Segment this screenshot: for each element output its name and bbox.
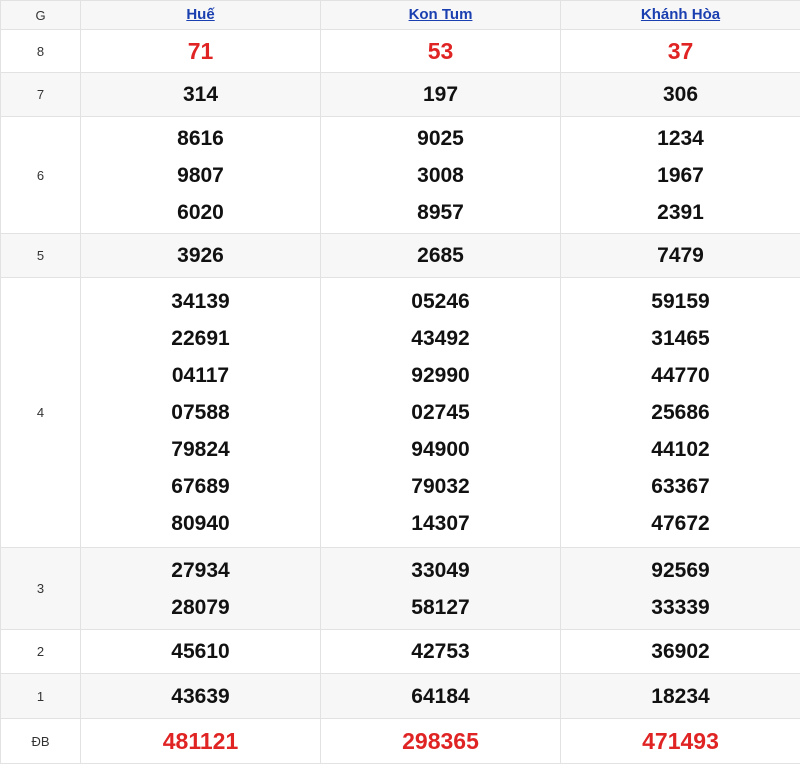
- result-number: 8616: [81, 120, 320, 157]
- result-number: 33049: [321, 552, 560, 589]
- result-number: 07588: [81, 394, 320, 431]
- prize-label: 6: [1, 117, 81, 234]
- prize-label: 7: [1, 73, 81, 117]
- result-number: 67689: [81, 468, 320, 505]
- prize-label: 8: [1, 30, 81, 73]
- result-number: 94900: [321, 431, 560, 468]
- result-number: 43492: [321, 320, 560, 357]
- result-number: 306: [561, 76, 800, 113]
- province-header-khanh-hoa: [561, 1, 800, 30]
- result-number: 79824: [81, 431, 320, 468]
- result-number: 22691: [81, 320, 320, 357]
- result-number: 79032: [321, 468, 560, 505]
- prize-label: 1: [1, 674, 81, 719]
- result-number: 28079: [81, 589, 320, 626]
- prize-row-7: [1, 73, 800, 117]
- result-number: 43639: [81, 678, 320, 715]
- header-row: [1, 1, 800, 30]
- prize-row-3: [1, 548, 800, 630]
- result-cell: [561, 73, 800, 117]
- result-number: 80940: [81, 505, 320, 542]
- result-number: 8957: [321, 194, 560, 231]
- result-number: 42753: [321, 633, 560, 670]
- province-header-kon-tum: [321, 1, 561, 30]
- result-cell: [321, 30, 561, 73]
- result-cell: [561, 234, 800, 278]
- province-link-hue[interactable]: Huế: [186, 6, 214, 23]
- province-link-khanh-hoa[interactable]: Khánh Hòa: [641, 6, 720, 23]
- prize-row-2: [1, 630, 800, 674]
- result-number: 58127: [321, 589, 560, 626]
- prize-label: 3: [1, 548, 81, 630]
- result-number: 3926: [81, 237, 320, 274]
- result-number: 59159: [561, 283, 800, 320]
- prize-label: 5: [1, 234, 81, 278]
- result-number: 1967: [561, 157, 800, 194]
- result-cell: [321, 719, 561, 764]
- result-cell: [321, 278, 561, 548]
- result-number: 63367: [561, 468, 800, 505]
- result-cell: [81, 30, 321, 73]
- result-number: 34139: [81, 283, 320, 320]
- result-number: 2391: [561, 194, 800, 231]
- result-cell: [321, 630, 561, 674]
- prize-row-special: [1, 719, 800, 764]
- result-cell: [321, 234, 561, 278]
- result-number: 33339: [561, 589, 800, 626]
- result-number: 64184: [321, 678, 560, 715]
- result-cell: [321, 674, 561, 719]
- special-prize-number: 481121: [81, 719, 320, 763]
- result-number: 7479: [561, 237, 800, 274]
- result-number: 9807: [81, 157, 320, 194]
- result-cell: [561, 278, 800, 548]
- result-cell: [81, 234, 321, 278]
- result-cell: [81, 73, 321, 117]
- result-number: 47672: [561, 505, 800, 542]
- result-number: 92569: [561, 552, 800, 589]
- result-number: 37: [561, 33, 800, 70]
- result-cell: [81, 719, 321, 764]
- result-cell: [561, 117, 800, 234]
- result-cell: [81, 674, 321, 719]
- result-number: 44770: [561, 357, 800, 394]
- result-number: 05246: [321, 283, 560, 320]
- result-number: 71: [81, 33, 320, 70]
- prize-row-8: [1, 30, 800, 73]
- result-cell: [561, 719, 800, 764]
- result-cell: [561, 630, 800, 674]
- prize-column-header: G: [1, 1, 81, 30]
- prize-row-1: [1, 674, 800, 719]
- result-number: 31465: [561, 320, 800, 357]
- result-number: 45610: [81, 633, 320, 670]
- province-link-kon-tum[interactable]: Kon Tum: [409, 6, 473, 23]
- result-cell: [321, 117, 561, 234]
- result-number: 9025: [321, 120, 560, 157]
- result-cell: [81, 548, 321, 630]
- province-header-hue: [81, 1, 321, 30]
- prize-label: 2: [1, 630, 81, 674]
- special-prize-number: 471493: [561, 719, 800, 763]
- result-number: 18234: [561, 678, 800, 715]
- result-number: 314: [81, 76, 320, 113]
- result-number: 2685: [321, 237, 560, 274]
- result-number: 6020: [81, 194, 320, 231]
- prize-row-4: [1, 278, 800, 548]
- result-cell: [321, 548, 561, 630]
- result-number: 27934: [81, 552, 320, 589]
- prize-row-6: [1, 117, 800, 234]
- result-cell: [81, 630, 321, 674]
- prize-row-5: [1, 234, 800, 278]
- result-number: 44102: [561, 431, 800, 468]
- result-cell: [561, 30, 800, 73]
- prize-label: ĐB: [1, 719, 81, 764]
- result-cell: [81, 117, 321, 234]
- prize-label: 4: [1, 278, 81, 548]
- result-number: 14307: [321, 505, 560, 542]
- result-cell: [321, 73, 561, 117]
- result-cell: [561, 674, 800, 719]
- result-number: 1234: [561, 120, 800, 157]
- special-prize-number: 298365: [321, 719, 560, 763]
- result-cell: [81, 278, 321, 548]
- result-number: 04117: [81, 357, 320, 394]
- result-number: 25686: [561, 394, 800, 431]
- result-number: 3008: [321, 157, 560, 194]
- result-cell: [561, 548, 800, 630]
- result-number: 92990: [321, 357, 560, 394]
- result-number: 36902: [561, 633, 800, 670]
- result-number: 197: [321, 76, 560, 113]
- result-number: 53: [321, 33, 560, 70]
- result-number: 02745: [321, 394, 560, 431]
